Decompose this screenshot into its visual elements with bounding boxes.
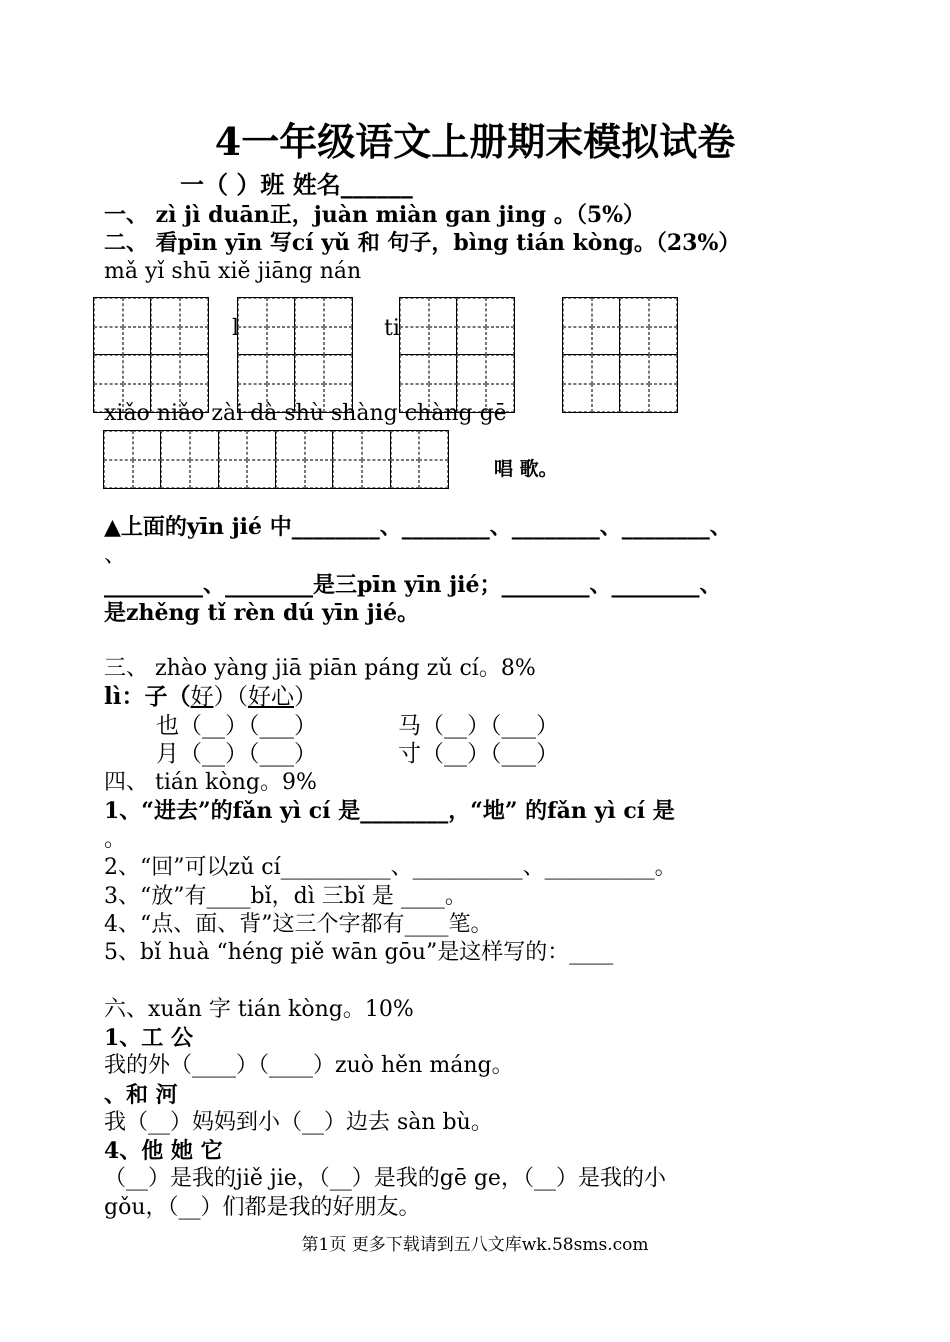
question-6-2-options: 、和 河 — [104, 1082, 178, 1108]
writing-grid-mayi — [93, 297, 209, 413]
page-footer: 第1页 更多下载请到五八文库wk.58sms.com — [301, 1235, 649, 1255]
page-title: 4一年级语文上册期末模拟试卷 — [214, 119, 736, 164]
example-mid: ）（ — [213, 684, 248, 710]
radical-row-ye: 也（__）（___） — [156, 713, 317, 739]
example-end: ） — [293, 684, 317, 710]
example-word-1: 好 — [190, 684, 214, 710]
question-6-1-options: 1、工 公 — [104, 1025, 193, 1051]
question-6-2: 我（__）妈妈到小（__）边去 sàn bù。 — [104, 1110, 493, 1135]
pinyin-fragment-left: l — [232, 316, 240, 341]
question-6-4-line-1: （__）是我的jiě jie，（__）是我的gē ge，（__）是我的小 — [104, 1166, 666, 1191]
example-word-2: 好心 — [247, 684, 294, 710]
writing-grid-sentence — [103, 430, 449, 489]
question-4-1: 1、“进去”的fǎn yì cí 是________，“地” 的fǎn yì cí 是 — [104, 798, 675, 824]
question-6-1: 我的外（____）（____）zuò hěn máng。 — [104, 1053, 514, 1078]
yinjie-question-2: _________、________是三pīn yīn jié；________、________、 — [104, 572, 722, 598]
radical-row-cun: 寸（__）（___） — [398, 741, 559, 767]
question-4-1-end: 。 — [104, 827, 127, 852]
section-3-heading: 三、 zhào yàng jiā piān páng zǔ cí。8% — [104, 656, 536, 681]
section-1-heading: 一、 zì jì duān正，juàn miàn gan jing 。（5%） — [104, 202, 646, 228]
pinyin-fragment-mid: ti — [384, 316, 400, 341]
yinjie-question-1: ▲上面的yīn jié 中________、________、________、________、 — [104, 514, 732, 540]
question-4-4: 4、“点、面、背”这三个字都有____笔。 — [104, 912, 493, 937]
yinjie-question-3: 是zhěng tǐ rèn dú yīn jié。 — [104, 600, 420, 626]
pinyin-row-1: mǎ yǐ shū xiě jiāng nán — [104, 259, 362, 284]
question-4-2: 2、“回”可以zǔ cí__________、__________、__________。 — [104, 855, 677, 880]
question-4-5: 5、bǐ huà “héng piě wān gōu”是这样写的：____ — [104, 940, 614, 965]
sentence-ending: 唱 歌。 — [494, 458, 558, 480]
radical-row-ma: 马（__）（___） — [398, 713, 559, 739]
pinyin-row-2: xiǎo niǎo zài dà shù shàng chàng gē — [104, 401, 507, 426]
question-4-3: 3、“放”有____bǐ，dì 三bǐ 是 ____。 — [104, 884, 467, 909]
yinjie-question-dun: 、 — [104, 543, 127, 568]
question-6-4-line-2: gǒu，（__）们都是我的好朋友。 — [104, 1195, 421, 1220]
example-label: lì：子（ — [104, 683, 191, 710]
question-6-4-options: 4、他 她 它 — [104, 1138, 223, 1164]
writing-grid-jiangnan — [399, 297, 515, 413]
section-4-heading: 四、 tián kòng。9% — [104, 770, 317, 795]
section-6-heading: 六、xuǎn 字 tián kòng。10% — [104, 997, 414, 1022]
section-2-heading: 二、 看pīn yīn 写cí yǔ 和 句子，bìng tián kòng。（23%） — [104, 230, 741, 256]
example-li — [104, 684, 317, 710]
writing-grid-4 — [562, 297, 678, 413]
radical-row-yue: 月（__）（___） — [156, 741, 317, 767]
class-name-line: 一（ ）班 姓名______ — [180, 170, 413, 199]
writing-grid-shuxie — [237, 297, 353, 413]
